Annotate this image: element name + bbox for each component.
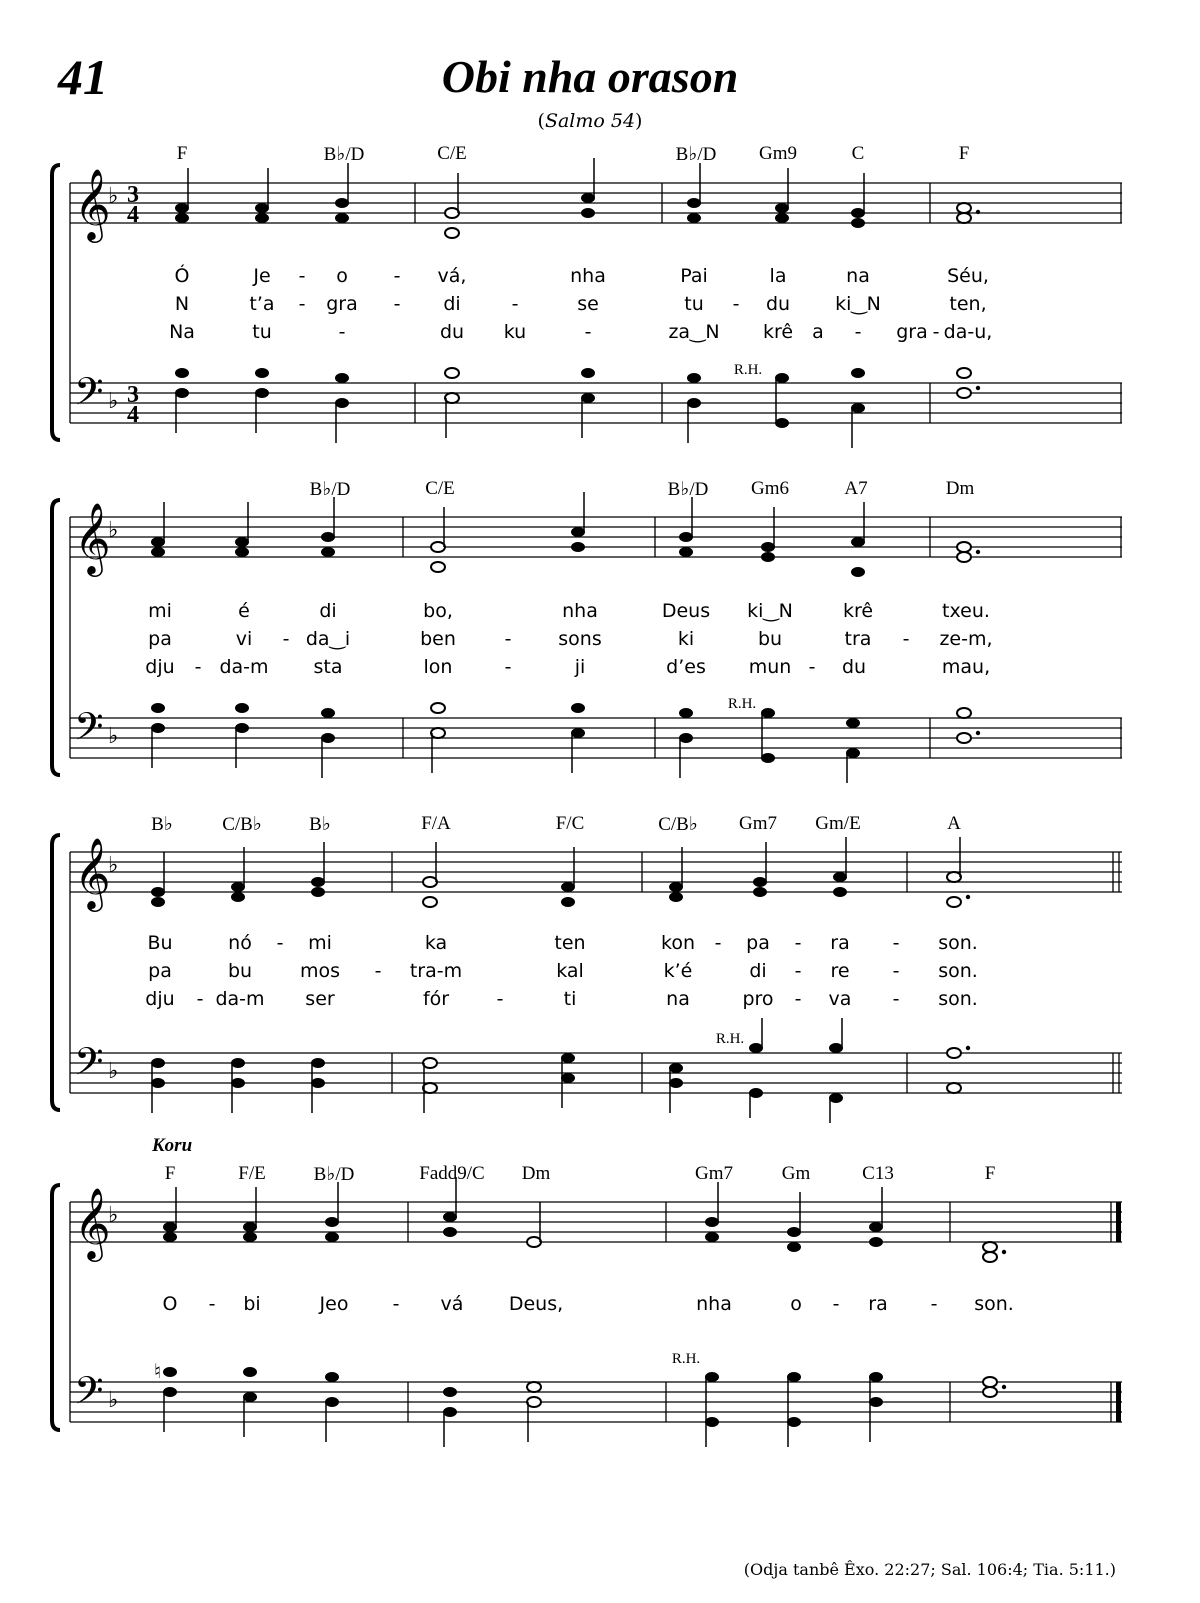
lyric-syllable: ser [305, 988, 335, 1010]
lyric-syllable: mun [748, 656, 792, 678]
lyric-syllable: son. [938, 932, 978, 954]
lyric-syllable: re [830, 960, 850, 982]
chord-symbol: A [947, 813, 961, 834]
chord-symbol: F/C [555, 813, 585, 834]
lyric-syllable: - [496, 988, 504, 1010]
chord-symbol: Gm [781, 1163, 811, 1184]
chord-symbol: F/E [238, 1163, 266, 1184]
lyric-syllable: Na [169, 321, 195, 343]
chord-symbol: C/E [425, 478, 455, 499]
lyric-syllable: du [765, 293, 791, 315]
svg-text:♭: ♭ [108, 724, 119, 749]
lyric-syllable: - [932, 321, 940, 343]
chord-symbol: A7 [844, 478, 868, 499]
lyric-syllable: son. [938, 960, 978, 982]
lyric-syllable: ji [574, 656, 586, 678]
lyric-syllable: ka [424, 932, 448, 954]
lyric-syllable: a [812, 321, 824, 343]
chord-symbol: F/A [421, 813, 451, 834]
chorus-label: Koru [152, 1135, 193, 1156]
music-system-3 [0, 805, 1200, 1135]
lyric-syllable: - [504, 628, 512, 650]
svg-text:♭: ♭ [108, 1388, 119, 1413]
chord-symbol: B♭/D [323, 144, 365, 165]
svg-text:𝄞: 𝄞 [74, 501, 111, 574]
svg-text:𝄞: 𝄞 [74, 1186, 111, 1259]
lyric-syllable: kon [661, 932, 695, 954]
chord-symbol: Dm [521, 1163, 551, 1184]
lyric-syllable: - [794, 932, 802, 954]
chord-symbol: Fadd9/C [419, 1163, 485, 1184]
lyric-syllable: dju [145, 656, 175, 678]
chord-symbol: F [176, 143, 188, 164]
lyric-syllable: pa [746, 932, 770, 954]
chord-symbol: F [164, 1163, 176, 1184]
lyric-syllable: é [238, 600, 250, 622]
lyric-syllable: Séu, [947, 265, 989, 287]
chord-symbol: C/E [437, 143, 467, 164]
lyric-syllable: pro [742, 988, 774, 1010]
chord-symbol: Dm [945, 478, 975, 499]
lyric-syllable: - [194, 656, 202, 678]
chord-symbol: B♭ [151, 814, 173, 835]
lyric-syllable: - [892, 932, 900, 954]
chord-symbol: C13 [862, 1163, 894, 1184]
lyric-syllable: kal [556, 960, 584, 982]
lyric-syllable: sons [558, 628, 602, 650]
lyric-syllable: son. [938, 988, 978, 1010]
lyric-syllable: nó [228, 932, 252, 954]
chord-symbol: Gm9 [759, 143, 797, 164]
lyric-syllable: - [298, 293, 306, 315]
lyric-syllable: di [443, 293, 461, 315]
lyric-syllable: o [790, 1293, 802, 1315]
chord-symbol: F [984, 1163, 996, 1184]
svg-text:3: 3 [127, 182, 139, 208]
lyric-syllable: Deus, [508, 1293, 564, 1315]
lyric-syllable: - [902, 628, 910, 650]
lyric-syllable: tra [844, 628, 872, 650]
lyric-syllable: - [511, 293, 519, 315]
lyric-syllable: tra-m [409, 960, 463, 982]
svg-text:4: 4 [127, 402, 139, 428]
lyric-syllable: pa [148, 960, 172, 982]
right-hand-marking: R.H. [733, 362, 763, 378]
lyric-syllable: d’es [666, 656, 706, 678]
lyric-syllable: - [808, 656, 816, 678]
lyric-syllable: da-m [215, 988, 265, 1010]
lyric-syllable: - [732, 293, 740, 315]
lyric-syllable: da-u, [943, 321, 993, 343]
lyric-syllable: da‿i [305, 628, 351, 650]
lyric-syllable: sta [313, 656, 343, 678]
lyric-syllable: - [892, 960, 900, 982]
lyric-syllable: - [374, 960, 382, 982]
lyric-syllable: bu [227, 960, 253, 982]
chord-symbol: C/B♭ [658, 814, 698, 835]
lyric-syllable: - [393, 293, 401, 315]
chord-symbol: B♭ [309, 814, 331, 835]
svg-text:♭: ♭ [108, 518, 119, 543]
scripture-references: (Odja tanbê Êxo. 22:27; Sal. 106:4; Tia. 5:11.) [743, 1560, 1116, 1579]
lyric-syllable: bo, [423, 600, 453, 622]
chord-symbol: B♭/D [667, 479, 709, 500]
chord-symbol: B♭/D [309, 479, 351, 500]
chord-symbol: F [958, 143, 970, 164]
lyric-syllable: - [794, 960, 802, 982]
lyric-syllable: - [504, 656, 512, 678]
lyric-syllable: nha [696, 1293, 732, 1315]
lyric-syllable: ti [563, 988, 577, 1010]
lyric-syllable: mi [308, 932, 332, 954]
lyric-syllable: fór [422, 988, 450, 1010]
music-system-4 [0, 1135, 1200, 1455]
chord-symbol: Gm/E [815, 813, 861, 834]
lyric-syllable: gra [896, 321, 928, 343]
lyric-syllable: dju [145, 988, 175, 1010]
lyric-syllable: mi [148, 600, 172, 622]
lyric-syllable: - [393, 265, 401, 287]
lyric-syllable: du [439, 321, 465, 343]
lyric-syllable: vi [235, 628, 253, 650]
lyric-syllable: - [298, 265, 306, 287]
chord-symbol: Gm6 [751, 478, 789, 499]
right-hand-marking: R.H. [671, 1351, 701, 1367]
lyric-syllable: vá, [437, 265, 467, 287]
svg-text:♮: ♮ [154, 1359, 162, 1383]
lyric-syllable: - [338, 321, 346, 343]
lyric-syllable: nha [570, 265, 606, 287]
lyric-syllable: ra [868, 1293, 888, 1315]
svg-text:3: 3 [127, 382, 139, 408]
lyric-syllable: ra [830, 932, 850, 954]
lyric-syllable: ki‿N [747, 600, 793, 622]
svg-text:4: 4 [127, 202, 139, 228]
lyric-syllable: na [666, 988, 690, 1010]
right-hand-marking: R.H. [715, 1031, 745, 1047]
lyric-syllable: ki [677, 628, 695, 650]
song-number: 41 [58, 49, 108, 105]
song-subtitle: (Salmo 54) [537, 110, 643, 132]
lyric-syllable: ten, [949, 293, 987, 315]
lyric-syllable: la [769, 265, 787, 287]
svg-text:♭: ♭ [108, 853, 119, 878]
lyric-syllable: o [336, 265, 348, 287]
chord-symbol: B♭/D [313, 1164, 355, 1185]
lyric-syllable: - [832, 1293, 840, 1315]
chord-symbol: Gm7 [739, 813, 777, 834]
lyric-syllable: - [392, 1293, 400, 1315]
lyric-syllable: ze-m, [939, 628, 993, 650]
lyric-syllable: lon [423, 656, 453, 678]
lyric-syllable: - [282, 628, 290, 650]
lyric-syllable: mau, [941, 656, 991, 678]
lyric-syllable: va [828, 988, 852, 1010]
lyric-syllable: ten [554, 932, 586, 954]
lyric-syllable: nha [562, 600, 598, 622]
chord-symbol: C [851, 143, 865, 164]
lyric-syllable: - [276, 932, 284, 954]
lyric-syllable: da-m [219, 656, 269, 678]
lyric-syllable: ku [503, 321, 527, 343]
chord-symbol: B♭/D [675, 144, 717, 165]
psalm-reference: Salmo 54 [544, 110, 636, 132]
chord-symbol: Gm7 [695, 1163, 733, 1184]
lyric-syllable: ki‿N [835, 293, 881, 315]
lyric-syllable: - [208, 1293, 216, 1315]
chord-symbol: C/B♭ [222, 814, 262, 835]
lyric-syllable: bu [757, 628, 783, 650]
lyric-syllable: k’é [663, 960, 693, 982]
lyric-syllable: - [714, 932, 722, 954]
svg-text:𝄢: 𝄢 [74, 704, 104, 758]
lyric-syllable: Pai [680, 265, 708, 287]
lyric-syllable: - [930, 1293, 938, 1315]
staff-graphic-3 [0, 805, 1200, 1135]
lyric-syllable: krê [842, 600, 874, 622]
lyric-syllable: O [162, 1293, 178, 1315]
staff-graphic-1 [0, 0, 1200, 460]
lyric-syllable: tu [252, 321, 272, 343]
lyric-syllable: t’a [249, 293, 275, 315]
svg-text:𝄢: 𝄢 [74, 1039, 104, 1093]
svg-text:♭: ♭ [108, 389, 119, 414]
svg-text:♭: ♭ [108, 1203, 119, 1228]
lyric-syllable: gra [326, 293, 358, 315]
lyric-syllable: vá [440, 1293, 464, 1315]
lyric-syllable: - [854, 321, 862, 343]
staff-graphic-4 [0, 1135, 1200, 1455]
lyric-syllable: - [196, 988, 204, 1010]
lyric-syllable: Ó [174, 265, 190, 287]
lyric-syllable: di [749, 960, 767, 982]
lyric-syllable: Je [253, 265, 271, 287]
svg-text:𝄢: 𝄢 [74, 369, 104, 423]
lyric-syllable: - [584, 321, 592, 343]
lyric-syllable: mos [299, 960, 341, 982]
lyric-syllable: Bu [147, 932, 173, 954]
lyric-syllable: N [174, 293, 190, 315]
lyric-syllable: son. [974, 1293, 1014, 1315]
lyric-syllable: ben [420, 628, 456, 650]
song-title: Obi nha orason [441, 51, 739, 102]
svg-text:♭: ♭ [108, 1059, 119, 1084]
lyric-syllable: Jeo [319, 1293, 349, 1315]
lyric-syllable: - [794, 988, 802, 1010]
svg-text:𝄢: 𝄢 [74, 1368, 104, 1422]
music-system-2 [0, 470, 1200, 800]
right-hand-marking: R.H. [727, 696, 757, 712]
lyric-syllable: na [846, 265, 870, 287]
lyric-syllable: se [577, 293, 599, 315]
lyric-syllable: di [319, 600, 337, 622]
lyric-syllable: tu [684, 293, 704, 315]
music-system-1 [0, 0, 1200, 460]
svg-text:𝄞: 𝄞 [74, 836, 111, 909]
lyric-syllable: du [841, 656, 867, 678]
lyric-syllable: txeu. [942, 600, 990, 622]
lyric-syllable: za‿N [668, 321, 720, 343]
lyric-syllable: pa [148, 628, 172, 650]
lyric-syllable: - [892, 988, 900, 1010]
svg-text:𝄞: 𝄞 [74, 167, 111, 240]
svg-text:♭: ♭ [108, 184, 119, 209]
lyric-syllable: bi [243, 1293, 261, 1315]
lyric-syllable: Deus [661, 600, 711, 622]
lyric-syllable: krê [762, 321, 794, 343]
